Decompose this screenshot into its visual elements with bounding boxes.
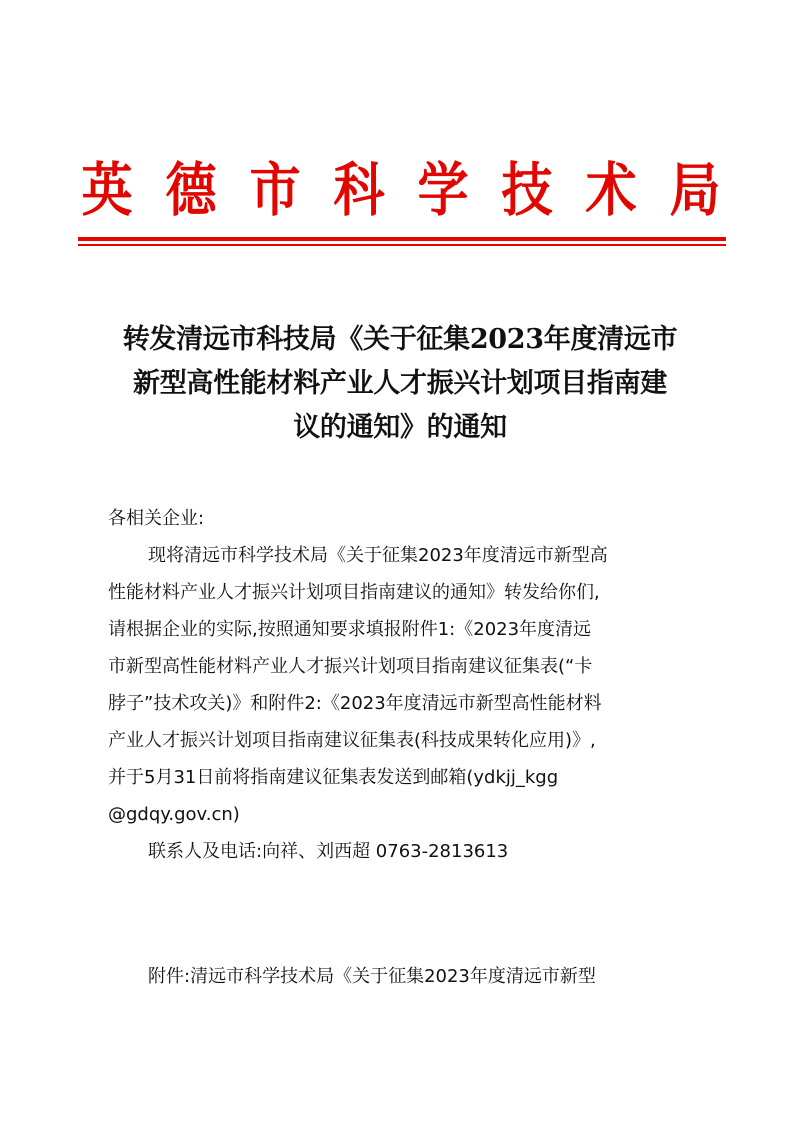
paragraph-line: @gdqy.gov.cn) [108,804,240,825]
paragraph-line: 脖子”技术攻关)》和附件2:《2023年度清远市新型高性能材料 [108,693,602,714]
salutation: 各相关企业: [108,508,205,529]
title-line: 议的通知》的通知 [293,412,507,443]
paragraph-line: 现将清远市科学技术局《关于征集2023年度清远市新型高 [148,545,608,566]
masthead-divider-thin [78,244,726,246]
document-body [108,500,708,870]
masthead-char: 学 [417,156,469,224]
masthead-char: 技 [501,156,553,224]
paragraph-line: 性能材料产业人才振兴计划项目指南建议的通知》转发给你们, [108,582,600,603]
masthead-char: 英 [81,156,133,224]
contact-line: 联系人及电话:向祥、刘西超 0763-2813613 [148,841,509,862]
title-line: 新型高性能材料产业人才振兴计划项目指南建 [133,368,667,399]
masthead-org-name [78,150,724,230]
masthead-char: 科 [333,156,385,224]
document-title [100,318,700,450]
masthead-divider-thick [78,237,726,241]
attachment-line: 附件:清远市科学技术局《关于征集2023年度清远市新型 [148,966,596,987]
masthead-char: 市 [249,156,301,224]
attachment-section [108,958,708,995]
paragraph-line: 产业人才振兴计划项目指南建议征集表(科技成果转化应用)》, [108,730,596,751]
title-line: 转发清远市科技局《关于征集2023年度清远市 [122,324,678,355]
paragraph-line: 并于5月31日前将指南建议征集表发送到邮箱(ydkjj_kgg [108,767,559,788]
masthead-char: 局 [669,156,721,224]
masthead-char: 德 [165,156,217,224]
masthead-char: 术 [585,156,637,224]
paragraph-line: 市新型高性能材料产业人才振兴计划项目指南建议征集表(“卡 [108,656,593,677]
paragraph-line: 请根据企业的实际,按照通知要求填报附件1:《2023年度清远 [108,619,592,640]
